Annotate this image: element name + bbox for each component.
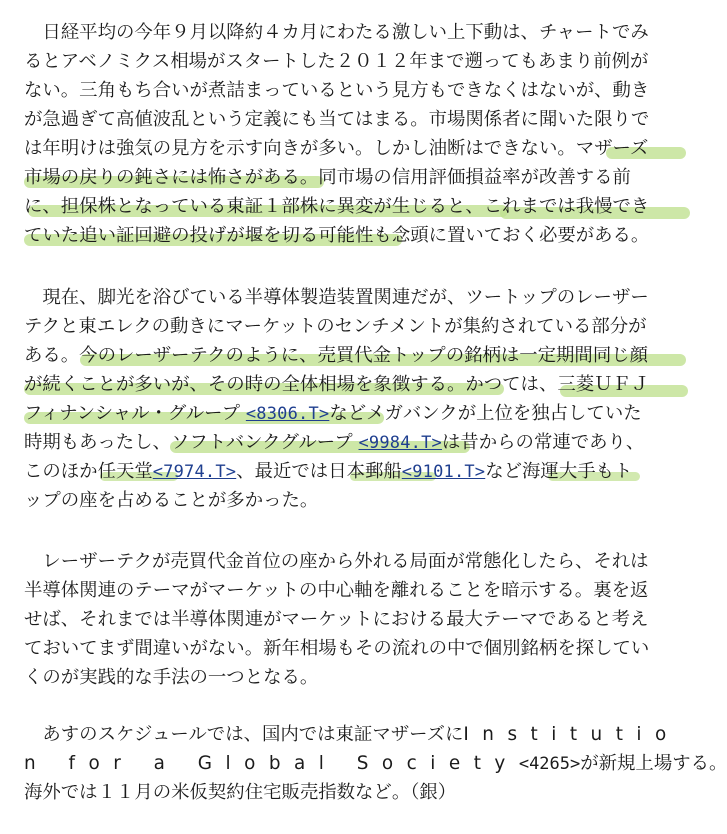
paragraph-2-line-2: テクと東エレクの動きにマーケットのセンチメントが集約されている部分が [24,316,647,337]
paragraph-1-line-3: ない。三角もち合いが煮詰まっているという見方もできなくはないが、動き [24,80,650,101]
paragraph-1-line-7: に、担保株となっている東証１部株に異変が生じると、これまでは我慢でき [24,196,650,217]
paragraph-2-line-4: が続くことが多いが、その時の全体相場を象徴する。かつては、三菱ＵＦＪ [24,374,650,395]
paragraph-3-line-3: せば、それまでは半導体関連がマーケットにおける最大テーマであると考え [24,609,649,630]
paragraph-2-line-8: ップの座を占めることが多かった。 [24,490,319,511]
paragraph-1-line-2: るとアベノミクス相場がスタートした２０１２年まで遡ってもあまり前例が [24,51,649,72]
paragraph-1-line-1: 日経平均の今年９月以降約４カ月にわたる激しい上下動は、チャートでみ [24,22,649,43]
paragraph-1-line-6: 市場の戻りの鈍さには怖さがある。同市場の信用評価損益率が改善する前 [24,167,631,188]
paragraph-1-line-8: ていた追い証回避の投げが堰を切る可能性も念頭に置いておく必要がある。 [24,225,650,246]
paragraph-4-line-1: あすのスケジュールでは、国内では東証マザーズにInstitutio [24,724,680,745]
paragraph-2-line-3: ある。今のレーザーテクのように、売買代金トップの銘柄は一定期間同じ顔 [24,345,648,366]
paragraph-4-line-3: 海外では１１月の米仮契約住宅販売指数など。（銀） [24,782,457,803]
paragraph-3-line-2: 半導体関連のテーマがマーケットの中心軸を離れることを暗示する。裏を返 [24,580,649,601]
paragraph-1-line-4: が急過ぎて高値波乱という定義にも当てはまる。市場関係者に聞いた限りで [24,109,650,130]
paragraph-2-line-6: 時期もあったし、ソフトバンクグループ <9984.T>は昔からの常連であり、 [24,432,645,453]
paragraph-2-line-1: 現在、脚光を浴びている半導体製造装置関連だが、ツートップのレーザー [24,287,649,308]
paragraph-1-line-5: は年明けは強気の見方を示す向きが多い。しかし油断はできない。マザーズ [24,138,649,159]
paragraph-4-line-2: n for a Global Society<4265>が新規上場する。 [24,753,727,774]
paragraph-2-line-5: フィナンシャル・グループ <8306.T>などメガバンクが上位を独占していた [24,403,642,424]
ticker-link-9984[interactable]: <9984.T> [358,433,442,453]
paragraph-3-line-4: ておいてまず間違いがない。新年相場もその流れの中で個別銘柄を探してい [24,638,650,659]
paragraph-3-line-1: レーザーテクが売買代金首位の座から外れる局面が常態化したら、それは [24,551,649,572]
ticker-link-9101[interactable]: <9101.T> [401,462,486,482]
ticker-link-8306[interactable]: <8306.T> [245,404,330,424]
ticker-link-7974[interactable]: <7974.T> [152,462,237,482]
paragraph-3-line-5: くのが実践的な手法の一つとなる。 [24,667,319,688]
paragraph-2-line-7: このほか任天堂<7974.T>、最近では日本郵船<9101.T>など海運大手もト [24,461,633,482]
